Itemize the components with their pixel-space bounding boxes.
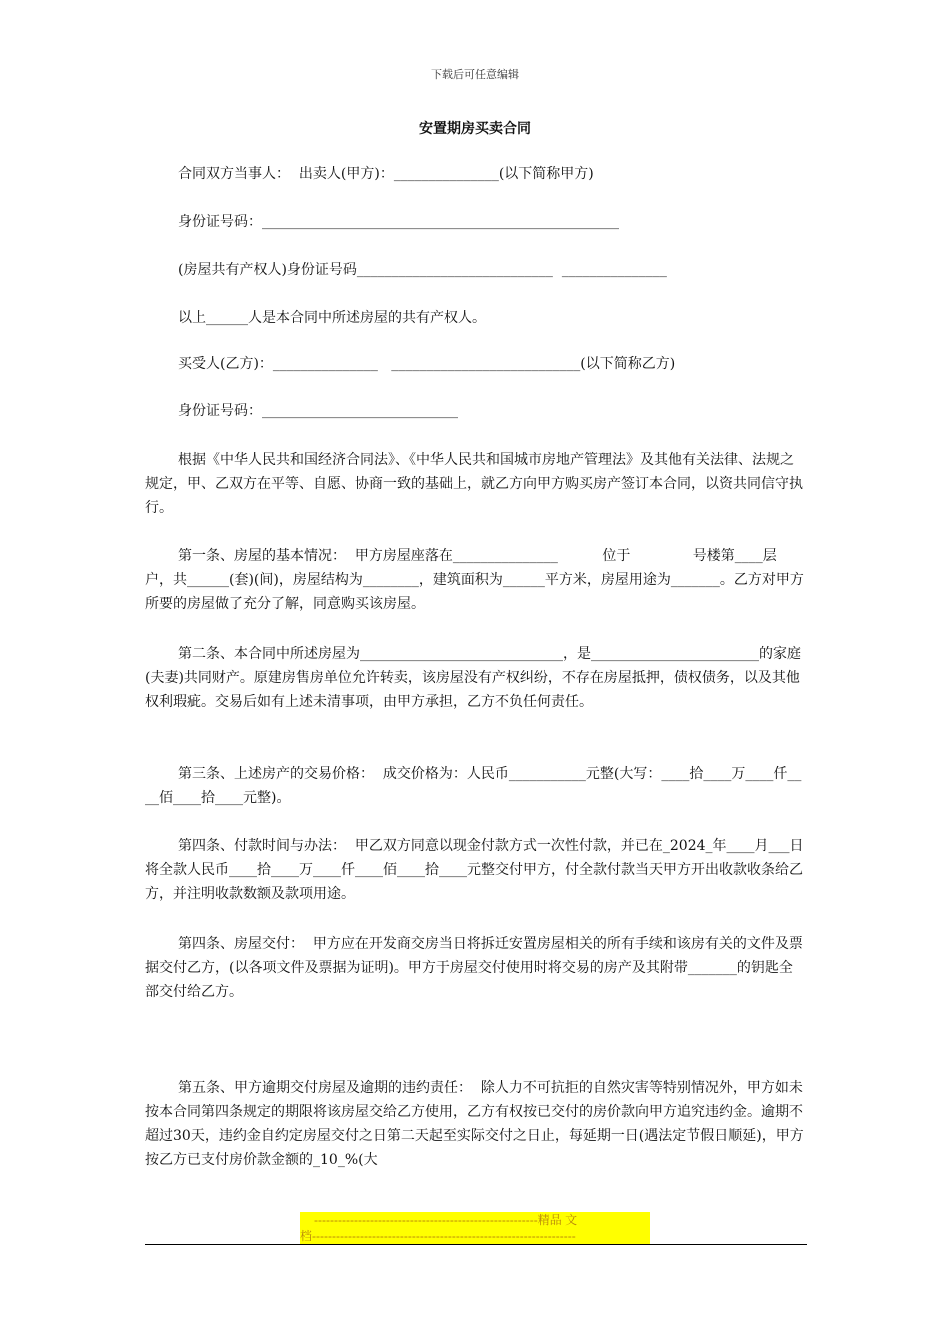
co-owner-id-number: (房屋共有产权人)身份证号码____________________________ _______________ (178, 262, 667, 278)
footer-watermark-line-2: 档------------------------------------------------------------------ (300, 1229, 576, 1243)
article-4-delivery: 第四条、房屋交付： 甲方应在开发商交房当日将拆迁安置房屋相关的所有手续和该房有关的文件及票据交付乙方，(以各项文件及票据为证明)。甲方于房屋交付使用时将交易的房产及其附带_______的钥匙全部交付给乙方。 (145, 936, 803, 1000)
seller-id-number: 身份证号码：___________________________________________________ (178, 214, 619, 230)
document-title: 安置期房买卖合同 (419, 121, 531, 137)
buyer-id-number: 身份证号码：____________________________ (178, 403, 458, 419)
co-owner-count: 以上______人是本合同中所述房屋的共有产权人。 (178, 310, 486, 326)
article-3-price: 第三条、上述房产的交易价格： 成交价格为：人民币___________元整(大写：____拾____万____仟____佰____拾____元整)。 (145, 766, 802, 806)
article-1-property-info: 第一条、房屋的基本情况： 甲方房屋座落在_______________ 位于 号楼第____层 户，共______(套)(间)，房屋结构为________，建筑面积为______平方米，房屋用途为_______。乙方对甲方所要的房屋做了充分了解，同意购买该房屋。 (145, 548, 840, 612)
header-note: 下载后可任意编辑 (431, 68, 519, 81)
preamble: 根据《中华人民共和国经济合同法》、《中华人民共和国城市房地产管理法》及其他有关法律、法规之规定，甲、乙双方在平等、自愿、协商一致的基础上，就乙方向甲方购买房产签订本合同，以资共同信守执行。 (145, 452, 803, 516)
footer-watermark (300, 1212, 650, 1244)
article-5-liability: 第五条、甲方逾期交付房屋及逾期的违约责任： 除人力不可抗拒的自然灾害等特别情况外，甲方如未按本合同第四条规定的期限将该房屋交给乙方使用，乙方有权按已交付的房价款向甲方追究违约金。逾期不超过30天，违约金自约定房屋交付之日第二天起至实际交付之日止，每延期一日(遇法定节假日顺延)，甲方按乙方已支付房价款金额的_10_%(大 (145, 1080, 804, 1168)
parties-seller: 合同双方当事人： 出卖人(甲方)：_______________(以下简称甲方) (178, 166, 594, 182)
footer-watermark-line-1: --------------------------------------------------------精品 文 (314, 1213, 578, 1227)
buyer-party: 买受人(乙方)：_______________ ___________________________(以下简称乙方) (178, 356, 676, 372)
article-4-payment: 第四条、付款时间与办法： 甲乙双方同意以现金付款方式一次性付款，并已在_2024_年____月___日将全款人民币____拾____万____仟____佰____拾____元整交付甲方，付全款付款当天甲方开出收款收条给乙方，并注明收款数额及款项用途。 (145, 838, 804, 902)
footer-rule (145, 1244, 807, 1245)
article-2-ownership: 第二条、本合同中所述房屋为_____________________________，是________________________的家庭(夫妻)共同财产。原建房售房单位允许转卖，该房屋没有产权纠纷，不存在房屋抵押，债权债务，以及其他权利瑕疵。交易后如有上述未清事项，由甲方承担，乙方不负任何责任。 (145, 646, 801, 710)
